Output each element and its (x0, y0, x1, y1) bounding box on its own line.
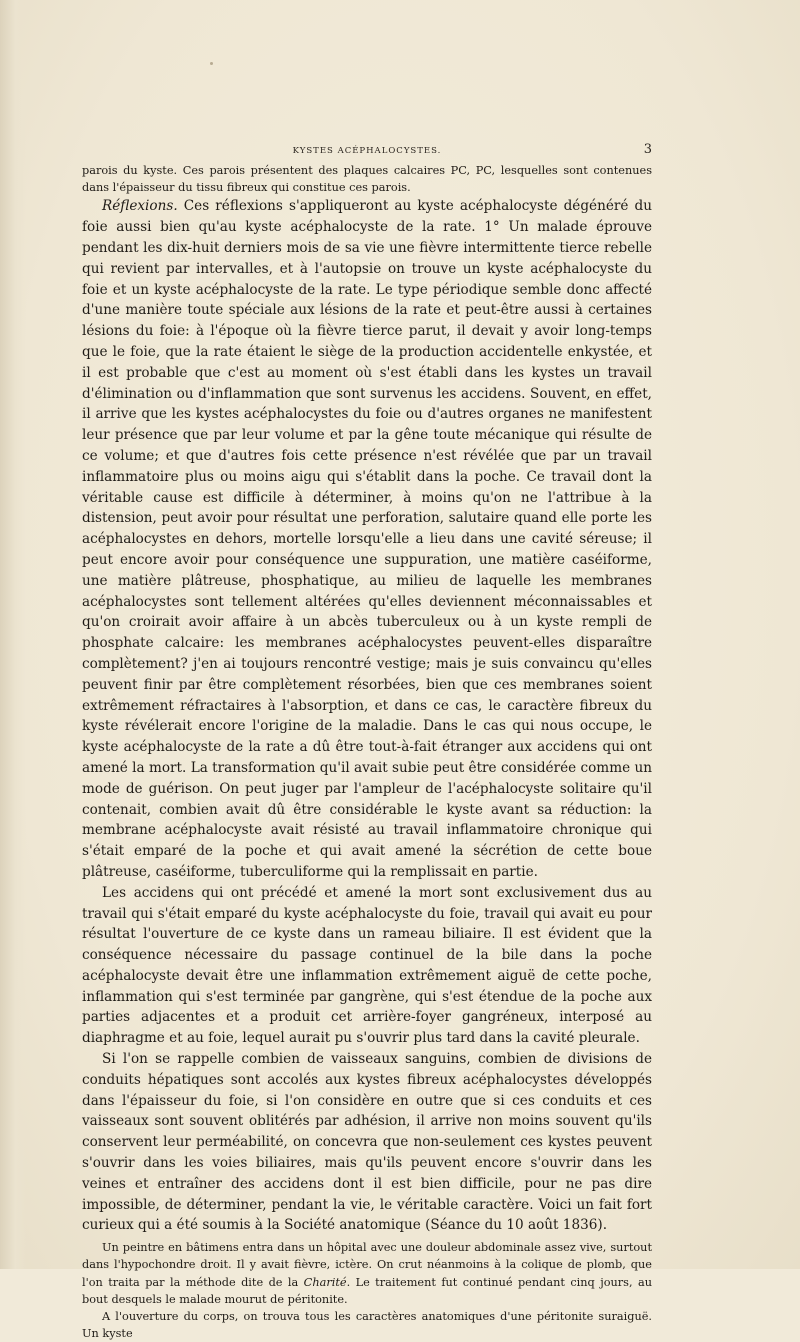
paragraph-autopsy: A l'ouverture du corps, on trouva tous les caractères anatomiques d'une péritonite suraiguë. Un kyste (82, 1310, 652, 1341)
page-header (82, 142, 652, 162)
paragraph-reflexions (82, 196, 652, 882)
page-gutter-shadow (0, 0, 26, 1269)
case-report-text-b: . Le traitement fut continué pendant cinq jours, au bout desquels le malade mourut de péritonite. (82, 1275, 652, 1306)
page-text (82, 162, 652, 1342)
case-report-charite: Charité (303, 1275, 347, 1289)
paragraph-case-report (82, 1239, 652, 1308)
running-title: KYSTES ACÉPHALOCYSTES. (292, 146, 442, 156)
reflexions-text: Ces réflexions s'appliqueront au kyste acéphalocyste dégénéré du foie aussi bien qu'au kyste acéphalocyste de la rate. 1° Un malade éprouve pendant les dix-huit derniers mois de sa vie une fièvre intermittente tierce rebelle qui revient par intervalles, et à l'autopsie on trouve un kyste acéphalocyste du foie et un kyste acéphalocyste de la rate. Le type périodique semble donc affecté d'une manière toute spéciale aux lésions de la rate et peut-être aussi à certaines lésions du foie: à l'époque où la fièvre tierce parut, il devait y avoir long-temps que le foie, que la rate étaient le siège de la production accidentelle enkystée, et il est probable que c'est au moment où s'est établi dans les kystes un travail d'élimination ou d'inflammation que sont survenus les accidens. Souvent, en effet, il arrive que les kystes acéphalocystes du foie ou d'autres organes ne manifestent leur présence que par leur volume et par la gêne toute mécanique qui résulte de ce volume; et que d'autres fois cette présence n'est révélée que par un travail inflammatoire plus ou moins aigu qui s'établit dans la poche. Ce travail dont la véritable cause est difficile à déterminer, à moins qu'on ne l'attribue à la distension, peut avoir pour résultat une perforation, salutaire quand elle porte les acéphalocystes en dehors, mortelle lorsqu'elle a lieu dans une cavité séreuse; il peut encore avoir pour conséquence une suppuration, une matière caséiforme, une matière plâtreuse, phosphatique, au milieu de laquelle les membranes acéphalocystes sont tellement altérées qu'elles deviennent méconnaissables et qu'on croirait avoir affaire à un abcès tuberculeux ou à un kyste rempli de phosphate calcaire: les membranes acéphalocystes peuvent-elles disparaître complètement? j'en ai toujours rencontré vestige; mais je suis convaincu qu'elles peuvent finir par être complètement résorbées, bien que ces membranes soient extrêmement réfractaires à l'absorption, et dans ce cas, le caractère fibreux du kyste révélerait encore l'origine de la maladie. Dans le cas qui nous occupe, le kyste acéphalocyste de la rate a dû être tout-à-fait étranger aux accidens qui ont amené la mort. La transformation qu'il avait subie peut être considérée comme un mode de guérison. On peut juger par l'ampleur de l'acéphalocyste solitaire qu'il contenait, combien avait dû être considérable le kyste avant sa réduction: la membrane acéphalocyste avait résisté au travail inflammatoire chronique qui s'était emparé de la poche et qui avait amené la sécrétion de cette boue plâtreuse, caséiforme, tuberculiforme qui la remplissait en partie. (82, 198, 652, 880)
paragraph-vessels: Si l'on se rappelle combien de vaisseaux sanguins, combien de divisions de conduits hépatiques sont accolés aux kystes fibreux acéphalocystes développés dans l'épaisseur du foie, si l'on considère en outre que si ces conduits et ces vaisseaux sont souvent oblitérés par adhésion, il arrive non moins souvent qu'ils conservent leur perméabilité, on concevra que non-seulement ces kystes peuvent s'ouvrir dans les voies biliaires, mais qu'ils peuvent encore s'ouvrir dans les veines et entraîner des accidens dont il est bien difficile, pour ne pas dire impossible, de déterminer, pendant la vie, le véritable caractère. Voici un fait fort curieux qui a été soumis à la Société anatomique (Séance du 10 août 1836). (82, 1051, 652, 1234)
paper-speck (210, 62, 213, 65)
paragraph-accidents: Les accidens qui ont précédé et amené la mort sont exclusivement dus au travail qui s'était emparé du kyste acéphalocyste du foie, travail qui avait eu pour résultat l'ouverture de ce kyste dans un rameau biliaire. Il est évident que la conséquence nécessaire du passage continuel de la bile dans la poche acéphalocyste devait être une inflammation extrêmement aiguë de cette poche, inflammation qui s'est terminée par gangrène, qui s'est étendue de la poche aux parties adjacentes et a produit cet arrière-foyer gangréneux, interposé au diaphragme et au foie, lequel aurait pu s'ouvrir plus tard dans la cavité pleurale. (82, 884, 652, 1047)
paragraph-figure-description: parois du kyste. Ces parois présentent des plaques calcaires PC, PC, lesquelles sont contenues dans l'épaisseur du tissu fibreux qui constitue ces parois. (82, 164, 652, 195)
reflexions-heading: Réflexions. (102, 198, 178, 215)
case-report-text-a: Un peintre en bâtimens entra dans un hôpital avec une douleur abdominale assez vive, surtout dans l'hypochondre droit. Il y avait fièvre, ictère. On crut néanmoins à la colique de plomb, que l'on traita par la méthode dite de la (82, 1241, 652, 1289)
page-number: 3 (643, 142, 652, 157)
